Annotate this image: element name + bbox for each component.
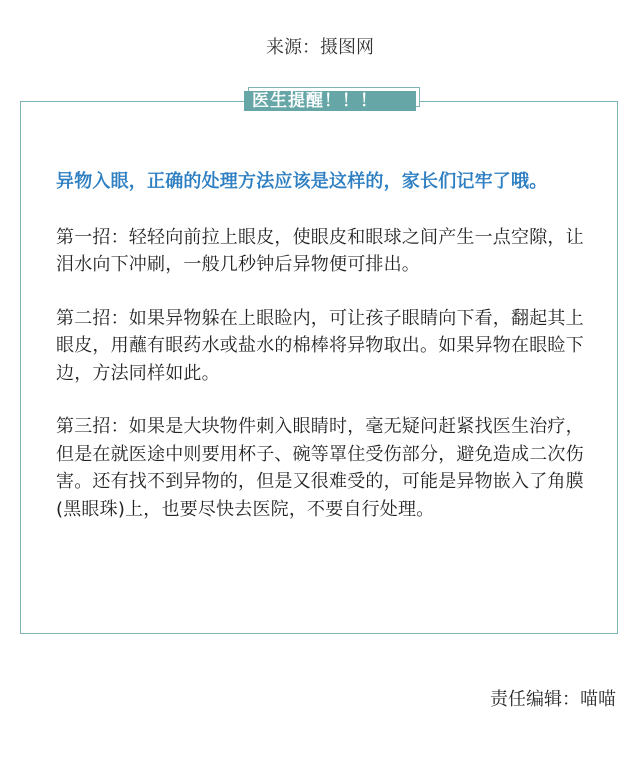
lead-paragraph: 异物入眼，正确的处理方法应该是这样的，家长们记牢了哦。 (56, 171, 548, 192)
tip-paragraph-1: 第一招：轻轻向前拉上眼皮，使眼皮和眼球之间产生一点空隙，让泪水向下冲刷，一般几秒钟后异物便可排出。 (56, 226, 584, 275)
reminder-tag-label: 医生提醒！！！ (244, 91, 416, 111)
editor-credit: 责任编辑：喵喵 (490, 689, 616, 710)
reminder-content (56, 168, 586, 549)
tip-paragraph-3: 第三招：如果是大块物件刺入眼睛时，毫无疑问赶紧找医生治疗，但是在就医途中则要用杯子、碗等罩住受伤部分，避免造成二次伤害。还有找不到异物的，但是又很难受的，可能是异物嵌入了角膜(黑眼珠)上，也要尽快去医院，不要自行处理。 (56, 416, 584, 520)
tip-paragraph-2: 第二招：如果异物躲在上眼睑内，可让孩子眼睛向下看，翻起其上眼皮，用蘸有眼药水或盐水的棉棒将异物取出。如果异物在眼睑下边，方法同样如此。 (56, 307, 584, 384)
reminder-tag (244, 87, 420, 111)
image-source-caption: 来源：摄图网 (266, 37, 374, 58)
